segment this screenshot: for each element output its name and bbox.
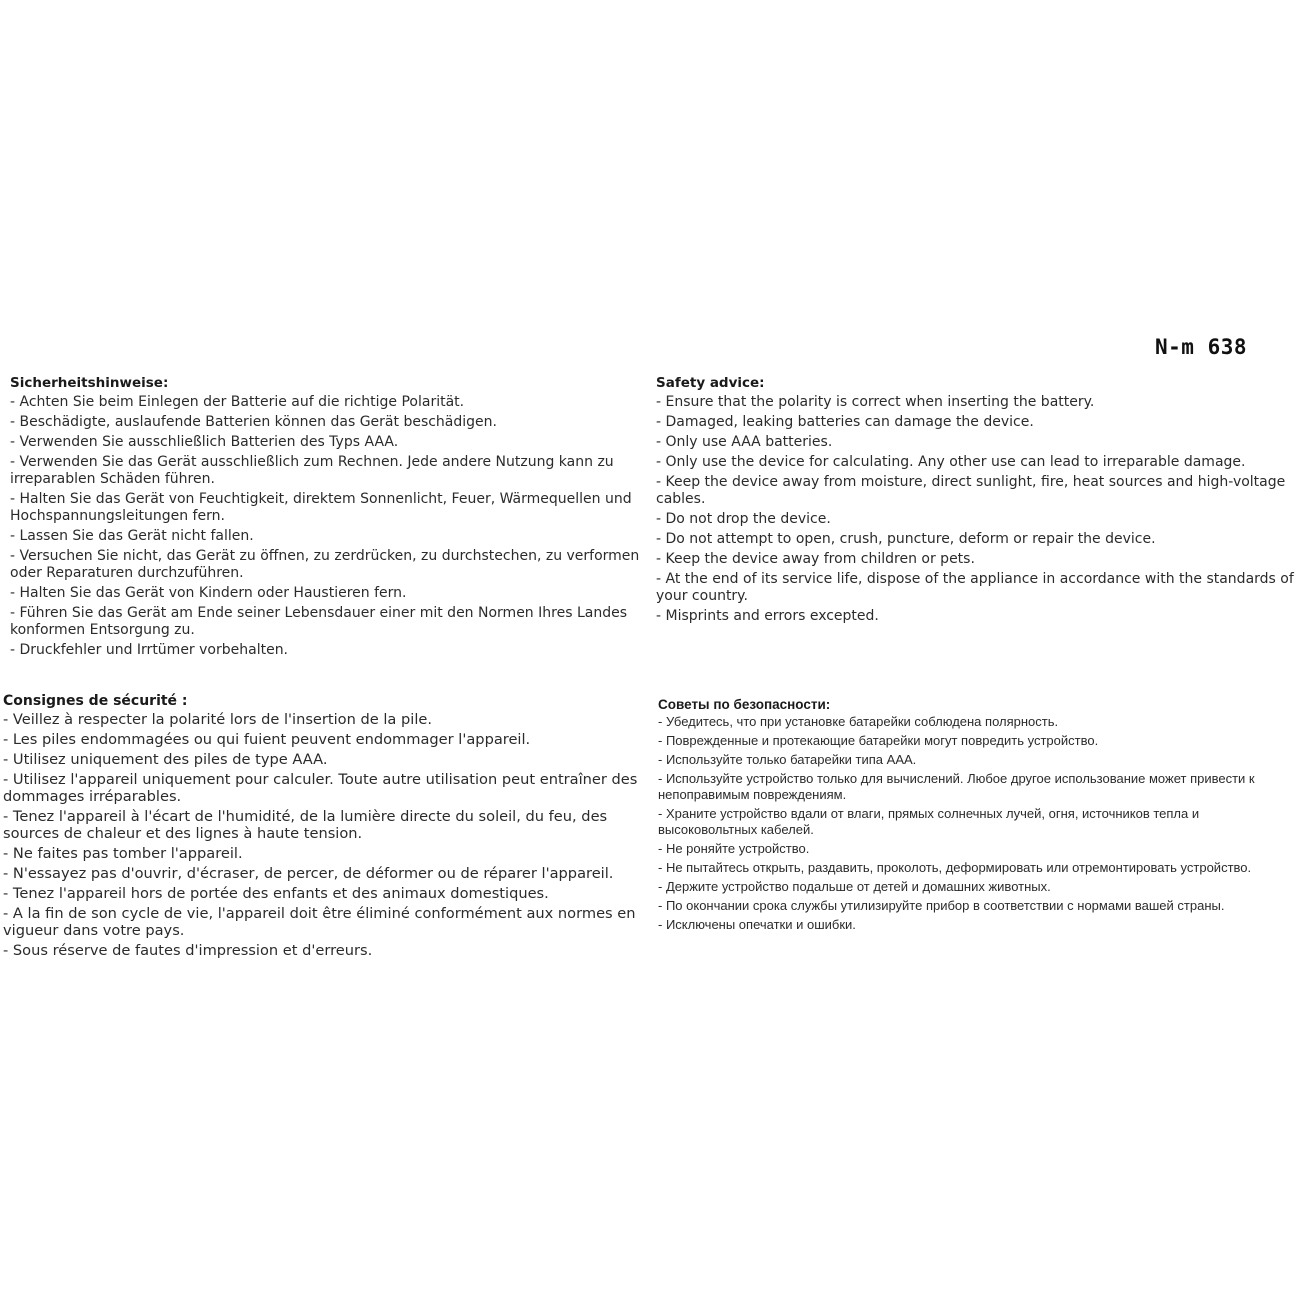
safety-item: - Не роняйте устройство.: [658, 841, 810, 856]
safety-item: - Убедитесь, что при установке батарейки соблюдена полярность.: [658, 714, 1059, 729]
safety-item: - Do not attempt to open, crush, puncture, deform or repair the device.: [656, 531, 1156, 547]
safety-item: - Ne faites pas tomber l'appareil.: [3, 845, 243, 862]
section-title-french: Consignes de sécurité :: [3, 693, 188, 709]
safety-item: - Les piles endommagées ou qui fuient peuvent endommager l'appareil.: [3, 731, 531, 748]
safety-item: - Verwenden Sie ausschließlich Batterien des Typs AAA.: [10, 434, 399, 450]
safety-item: - Lassen Sie das Gerät nicht fallen.: [10, 528, 254, 544]
section-title-german: Sicherheitshinweise:: [10, 375, 169, 391]
safety-item: - Only use AAA batteries.: [656, 434, 833, 450]
safety-item: - Utilisez l'appareil uniquement pour calculer. Toute autre utilisation peut entraîner des dommages irréparables.: [3, 771, 638, 805]
safety-item: - Исключены опечатки и ошибки.: [658, 917, 856, 932]
safety-item: - Führen Sie das Gerät am Ende seiner Lebensdauer einer mit den Normen Ihres Landes konformen Entsorgung zu.: [10, 605, 627, 638]
safety-item: - Keep the device away from moisture, direct sunlight, fire, heat sources and high-voltage cables.: [656, 474, 1286, 507]
section-title-english: Safety advice:: [656, 375, 765, 391]
safety-item: - Используйте только батарейки типа AAA.: [658, 752, 917, 767]
section-title-russian: Советы по безопасности:: [658, 697, 831, 712]
safety-item: - Не пытайтесь открыть, раздавить, проколоть, деформировать или отремонтировать устройство.: [658, 860, 1252, 875]
safety-item: - Only use the device for calculating. Any other use can lead to irreparable damage.: [656, 454, 1246, 470]
safety-item: - Поврежденные и протекающие батарейки могут повредить устройство.: [658, 733, 1099, 748]
safety-list-german: [10, 394, 640, 659]
safety-item: - Используйте устройство только для вычислений. Любое другое использование может привести к непоправимым повреждениям.: [658, 771, 1255, 802]
safety-item: - Druckfehler und Irrtümer vorbehalten.: [10, 642, 289, 658]
safety-item: - Versuchen Sie nicht, das Gerät zu öffnen, zu zerdrücken, zu durchstechen, zu verformen oder Reparaturen durchzuführen.: [10, 548, 640, 581]
safety-item: - Tenez l'appareil à l'écart de l'humidité, de la lumière directe du soleil, du feu, des sources de chaleur et des lignes à haute tension.: [3, 808, 608, 842]
safety-item: - Sous réserve de fautes d'impression et d'erreurs.: [3, 942, 373, 959]
safety-item: - По окончании срока службы утилизируйте прибор в соответствии с нормами вашей страны.: [658, 898, 1225, 913]
safety-item: - Verwenden Sie das Gerät ausschließlich zum Rechnen. Jede andere Nutzung kann zu irreparablen Schäden führen.: [10, 454, 614, 487]
safety-list-english: [656, 394, 1296, 625]
safety-section-french: [3, 691, 643, 962]
safety-section-russian: [658, 695, 1288, 936]
safety-item: - Utilisez uniquement des piles de type AAA.: [3, 751, 328, 768]
safety-item: - Храните устройство вдали от влаги, прямых солнечных лучей, огня, источников тепла и высоковольтных кабелей.: [658, 806, 1200, 837]
safety-item: - N'essayez pas d'ouvrir, d'écraser, de percer, de déformer ou de réparer l'appareil.: [3, 865, 614, 882]
safety-section-english: [656, 374, 1296, 628]
safety-item: - Tenez l'appareil hors de portée des enfants et des animaux domestiques.: [3, 885, 549, 902]
safety-item: - A la fin de son cycle de vie, l'appareil doit être éliminé conformément aux normes en vigueur dans votre pays.: [3, 905, 636, 939]
safety-item: - At the end of its service life, dispose of the appliance in accordance with the standards of your country.: [656, 571, 1294, 604]
safety-item: - Ensure that the polarity is correct when inserting the battery.: [656, 394, 1095, 410]
safety-list-french: [3, 711, 643, 959]
safety-item: - Halten Sie das Gerät von Kindern oder Haustieren fern.: [10, 585, 407, 601]
safety-item: - Do not drop the device.: [656, 511, 831, 527]
safety-item: - Veillez à respecter la polarité lors de l'insertion de la pile.: [3, 711, 433, 728]
safety-section-german: [10, 374, 640, 662]
safety-item: - Achten Sie beim Einlegen der Batterie auf die richtige Polarität.: [10, 394, 465, 410]
safety-item: - Держите устройство подальше от детей и домашних животных.: [658, 879, 1051, 894]
safety-item: - Halten Sie das Gerät von Feuchtigkeit, direktem Sonnenlicht, Feuer, Wärmequellen und Hochspannungsleitungen fern.: [10, 491, 632, 524]
safety-item: - Misprints and errors excepted.: [656, 608, 879, 624]
safety-item: - Damaged, leaking batteries can damage the device.: [656, 414, 1034, 430]
safety-item: - Keep the device away from children or pets.: [656, 551, 975, 567]
safety-list-russian: [658, 714, 1288, 933]
safety-item: - Beschädigte, auslaufende Batterien können das Gerät beschädigen.: [10, 414, 497, 430]
model-code: N-m 638: [1155, 335, 1248, 359]
